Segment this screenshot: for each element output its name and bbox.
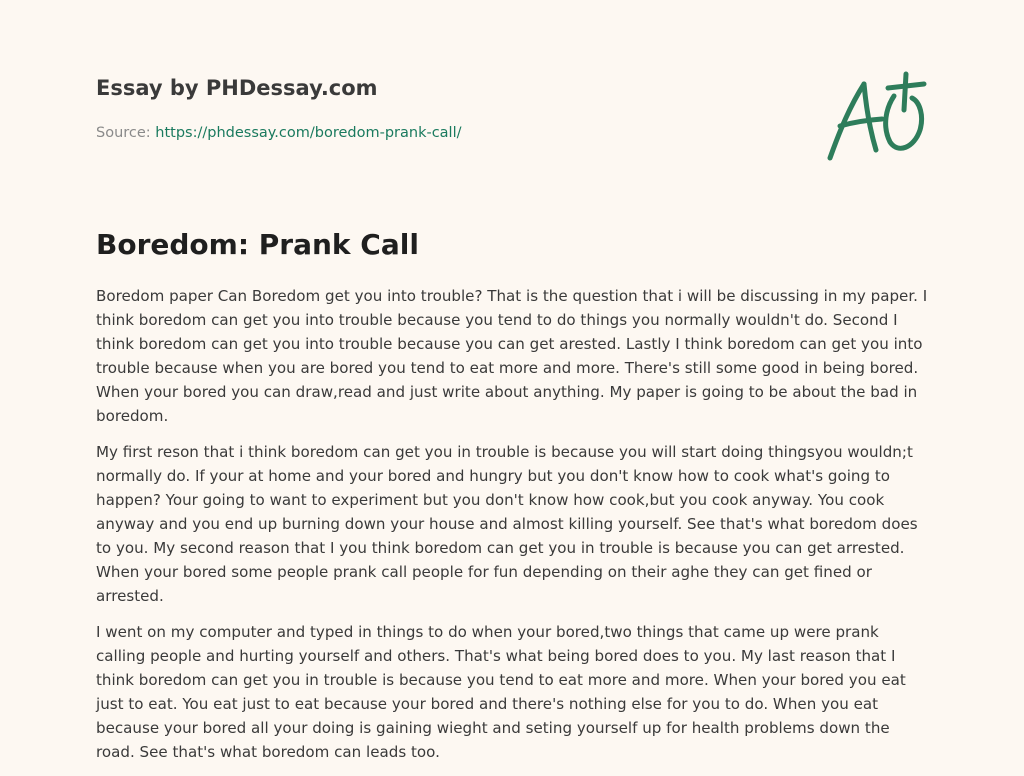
article [96,226,932,776]
site-title: Essay by PHDessay.com [96,76,378,100]
article-title: Boredom: Prank Call [96,228,419,261]
article-paragraph: I went on my computer and typed in things to do when your bored,two things that came up were prank calling people and hurting yourself and others. That's what being bored does to you. My last reason that I think boredom can get you in trouble is because you tend to eat more and more. When your bored you eat just to eat. You eat just to eat because your bored and there's nothing else for you to do. When you eat because your bored all your doing is gaining wieght and seting yourself up for health problems down the road. See that's what boredom can leads too. [96,623,906,761]
article-paragraph: My first reson that i think boredom can get you in trouble is because you will start doing thingsyou wouldn;t normally do. If your at home and your bored and hungry but you don't know how to cook what's going to happen? Your going to want to experiment but you don't know how cook,but you cook anyway. You cook anyway and you end up burning down your house and almost killing yourself. See that's what boredom does to you. My second reason that I you think boredom can get you in trouble is because you can get arrested. When your bored some people prank call people for fun depending on their aghe they can get fined or arrested. [96,443,918,605]
source-line [96,123,796,143]
article-paragraph: Boredom paper Can Boredom get you into trouble? That is the question that i will be discussing in my paper. I think boredom can get you into trouble because you tend to do things you normally wouldn't do. Second I think boredom can get you into trouble because you can get arested. Lastly I think boredom can get you into trouble because when you are bored you tend to eat more and more. There's still some good in being bored. When your bored you can draw,read and just write about anything. My paper is going to be about the bad in boredom. [96,287,928,425]
source-label: Source: [96,125,151,141]
page-header [96,72,796,143]
source-link[interactable]: https://phdessay.com/boredom-prank-call/ [155,125,462,141]
a-plus-grade-icon [824,70,928,164]
